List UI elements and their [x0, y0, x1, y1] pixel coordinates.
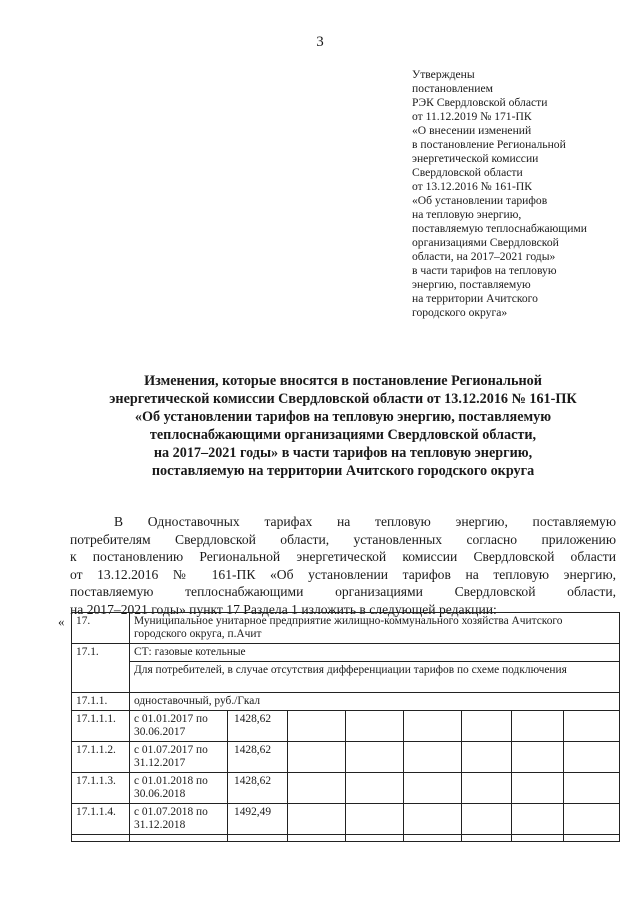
table-row [72, 835, 620, 842]
table-row [72, 773, 620, 804]
table-row [72, 662, 620, 693]
tariff-value: 1428,62 [228, 742, 288, 773]
body-line: поставляемую теплоснабжающими организациями Свердловской области, [70, 584, 616, 599]
approval-block [412, 68, 636, 320]
period-cell: с 01.01.2018 по 30.06.2018 [130, 773, 228, 804]
approval-line: РЭК Свердловской области [412, 96, 548, 109]
document-title [70, 372, 616, 480]
approval-line: «О внесении изменений [412, 124, 532, 137]
period-cell: с 01.01.2017 по 30.06.2017 [130, 711, 228, 742]
approval-line: в постановление Региональной [412, 138, 566, 151]
empty-cell [130, 835, 228, 842]
row-number: 17.1.1.1. [72, 711, 130, 742]
empty-cell [346, 773, 404, 804]
empty-cell [72, 835, 130, 842]
body-line: от 13.12.2016 № 161-ПК «Об установлении тарифов на тепловую энергию, [70, 566, 616, 582]
empty-cell [564, 711, 620, 742]
empty-cell [404, 773, 462, 804]
row-number: 17.1.1.3. [72, 773, 130, 804]
table-row [72, 804, 620, 835]
empty-cell [288, 773, 346, 804]
approval-line: в части тарифов на тепловую [412, 264, 557, 277]
empty-cell [404, 804, 462, 835]
approval-line: городского округа» [412, 306, 508, 319]
approval-line: на тепловую энергию, [412, 208, 522, 221]
empty-cell [512, 835, 564, 842]
row-number: 17.1.1.2. [72, 742, 130, 773]
approval-line: от 13.12.2016 № 161-ПК [412, 180, 532, 193]
approval-line: энергетической комиссии [412, 152, 539, 165]
period-cell: с 01.07.2017 по 31.12.2017 [130, 742, 228, 773]
table-row [72, 613, 620, 644]
body-line: В Одноставочных тарифах на тепловую энергию, поставляемую [114, 514, 616, 529]
tariff-type: одноставочный, руб./Гкал [130, 693, 620, 711]
row-number: 17. [72, 613, 130, 644]
empty-cell [462, 711, 512, 742]
empty-cell [404, 711, 462, 742]
empty-cell [346, 711, 404, 742]
approval-line: от 11.12.2019 № 171-ПК [412, 110, 532, 123]
tariff-table [71, 612, 620, 842]
approval-line: на территории Ачитского [412, 292, 538, 305]
approval-line: Утверждены [412, 68, 475, 81]
period-cell: с 01.07.2018 по 31.12.2018 [130, 804, 228, 835]
open-quote: « [58, 614, 65, 629]
empty-cell [346, 835, 404, 842]
body-paragraph [70, 513, 616, 618]
empty-cell [228, 835, 288, 842]
empty-cell [404, 835, 462, 842]
table-row [72, 711, 620, 742]
consumer-category: Для потребителей, в случае отсутствия дифференциации тарифов по схеме подключения [130, 662, 620, 693]
tariff-value: 1428,62 [228, 711, 288, 742]
approval-line: энергию, поставляемую [412, 278, 531, 291]
table-row [72, 693, 620, 711]
organization-name: Муниципальное унитарное предприятие жилищно-коммунального хозяйства Ачитского городского округа, п.Ачит [130, 613, 620, 644]
empty-cell [288, 742, 346, 773]
empty-cell [404, 742, 462, 773]
table-row [72, 742, 620, 773]
empty-cell [512, 804, 564, 835]
empty-cell [564, 835, 620, 842]
body-line: к постановлению Региональной энергетической комиссии Свердловской области [70, 549, 616, 564]
tariff-value: 1428,62 [228, 773, 288, 804]
body-line: потребителям Свердловской области, установленных согласно приложению [70, 531, 616, 547]
approval-line: постановлением [412, 82, 493, 95]
title-line: энергетической комиссии Свердловской области от 13.12.2016 № 161-ПК [109, 391, 577, 407]
title-line: Изменения, которые вносятся в постановление Региональной [144, 373, 542, 389]
title-line: «Об установлении тарифов на тепловую энергию, поставляемую [134, 409, 552, 425]
empty-cell [288, 835, 346, 842]
empty-cell [512, 742, 564, 773]
title-line: на 2017–2021 годы» в части тарифов на тепловую энергию, [153, 445, 533, 461]
system-type: СТ: газовые котельные [130, 644, 620, 662]
table-row [72, 644, 620, 662]
approval-line: «Об установлении тарифов [412, 194, 548, 207]
empty-cell [346, 742, 404, 773]
empty-cell [288, 711, 346, 742]
empty-cell [512, 711, 564, 742]
empty-cell [564, 773, 620, 804]
approval-line: Свердловской области [412, 166, 523, 179]
empty-cell [346, 804, 404, 835]
empty-cell [512, 773, 564, 804]
tariff-value: 1492,49 [228, 804, 288, 835]
empty-cell [288, 804, 346, 835]
empty-cell [462, 835, 512, 842]
empty-cell [462, 804, 512, 835]
body-line: на 2017–2021 годы» пункт 17 Раздела 1 изложить в следующей редакции: [70, 601, 497, 617]
row-number: 17.1. [72, 644, 130, 693]
approval-line: области, на 2017–2021 годы» [412, 250, 556, 263]
empty-cell [564, 804, 620, 835]
page-number: 3 [316, 34, 324, 50]
row-number: 17.1.1.4. [72, 804, 130, 835]
empty-cell [462, 742, 512, 773]
title-line: поставляемую на территории Ачитского городского округа [151, 463, 535, 479]
row-number: 17.1.1. [72, 693, 130, 711]
approval-line: организациями Свердловской [412, 236, 559, 249]
title-line: теплоснабжающими организациями Свердловской области, [149, 427, 537, 443]
approval-line: поставляемую теплоснабжающими [412, 222, 587, 235]
empty-cell [564, 742, 620, 773]
empty-cell [462, 773, 512, 804]
